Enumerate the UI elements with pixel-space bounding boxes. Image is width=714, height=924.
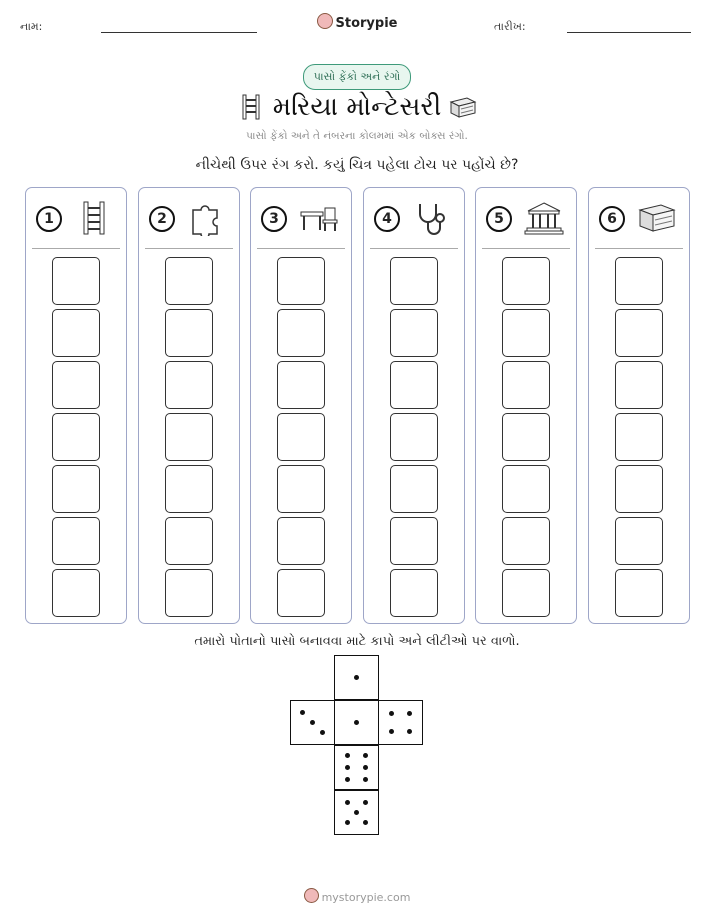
museum-building-icon [524,200,564,236]
color-box[interactable] [615,465,663,513]
column-number: 2 [149,206,175,232]
dice-pip [354,720,359,725]
color-box[interactable] [502,517,550,565]
color-box[interactable] [52,517,100,565]
activity-badge: પાસો ફેંકો અને રંગો [303,64,411,90]
color-box[interactable] [277,361,325,409]
cut-instruction: તમારો પોતાનો પાસો બનાવવા માટે કાપો અને લીટીઓ પર વાળો. [194,634,520,649]
color-box[interactable] [165,309,213,357]
storypie-logo-icon [304,888,319,903]
color-box[interactable] [615,517,663,565]
color-box[interactable] [165,569,213,617]
puzzle-piece-icon [187,200,227,236]
dice-pip [363,800,368,805]
dice-pip [310,720,315,725]
column-5 [475,187,577,624]
dice-pip [389,711,394,716]
color-box[interactable] [52,257,100,305]
name-field-line[interactable] [101,32,257,33]
color-box[interactable] [390,361,438,409]
column-6 [588,187,690,624]
name-label: નામ: [20,20,43,33]
dice-pip [345,777,350,782]
dice-pip [354,810,359,815]
dice-pip [300,710,305,715]
color-box[interactable] [165,517,213,565]
stethoscope-icon [412,200,452,236]
color-box[interactable] [615,309,663,357]
color-box[interactable] [502,257,550,305]
color-box[interactable] [390,569,438,617]
color-box[interactable] [277,569,325,617]
footer [0,888,714,904]
dice-pip [407,711,412,716]
color-box[interactable] [390,465,438,513]
column-2 [138,187,240,624]
page-title: મરિયા મોન્ટેસરી [272,92,442,122]
color-box[interactable] [277,413,325,461]
column-divider [32,248,120,249]
dice-face-1 [334,700,379,745]
column-divider [370,248,458,249]
color-box[interactable] [52,569,100,617]
color-box[interactable] [615,257,663,305]
color-box[interactable] [165,257,213,305]
column-number: 5 [486,206,512,232]
column-number: 4 [374,206,400,232]
dice-face-4 [378,700,423,745]
wooden-block-icon [637,200,677,236]
dice-pip [345,753,350,758]
color-box[interactable] [502,309,550,357]
color-box[interactable] [277,257,325,305]
column-divider [595,248,683,249]
column-1 [25,187,127,624]
storypie-logo-icon [317,13,333,29]
column-4 [363,187,465,624]
color-box[interactable] [390,517,438,565]
color-box[interactable] [502,465,550,513]
dice-pip [407,729,412,734]
brand-logo [0,13,714,31]
school-desk-icon [299,200,339,236]
column-number: 3 [261,206,287,232]
color-box[interactable] [52,361,100,409]
column-3 [250,187,352,624]
dice-pip [345,820,350,825]
wooden-block-icon [449,95,477,119]
ladder-icon [74,200,114,236]
color-box[interactable] [277,309,325,357]
dice-pip [363,820,368,825]
color-box[interactable] [502,413,550,461]
dice-face-1 [334,655,379,700]
date-field-line[interactable] [567,32,691,33]
color-box[interactable] [390,309,438,357]
dice-pip [354,675,359,680]
color-box[interactable] [52,465,100,513]
footer-url: mystorypie.com [321,891,411,904]
column-number: 1 [36,206,62,232]
dice-face-6 [334,745,379,790]
color-box[interactable] [615,569,663,617]
color-box[interactable] [52,309,100,357]
color-box[interactable] [277,465,325,513]
column-divider [145,248,233,249]
subtitle: પાસો ફેંકો અને તે નંબરના કોલમમાં એક બોક્સ રંગો. [246,130,468,142]
dice-pip [363,753,368,758]
color-box[interactable] [390,413,438,461]
dice-pip [363,765,368,770]
dice-pip [389,729,394,734]
instruction-text: નીચેથી ઉપર રંગ કરો. કયું ચિત્ર પહેલા ટોચ પર પહોંચે છે? [195,157,519,173]
dice-pip [320,730,325,735]
color-box[interactable] [502,361,550,409]
color-box[interactable] [390,257,438,305]
column-divider [257,248,345,249]
column-divider [482,248,570,249]
color-box[interactable] [277,517,325,565]
color-box[interactable] [165,465,213,513]
dice-face-3 [290,700,335,745]
dice-pip [363,777,368,782]
date-label: તારીખ: [494,20,526,33]
color-box[interactable] [165,413,213,461]
color-box[interactable] [165,361,213,409]
color-box[interactable] [52,413,100,461]
dice-pip [345,800,350,805]
color-box[interactable] [615,361,663,409]
color-box[interactable] [502,569,550,617]
brand-name: Storypie [335,16,398,31]
dice-face-5 [334,790,379,835]
dice-pip [345,765,350,770]
column-number: 6 [599,206,625,232]
color-box[interactable] [615,413,663,461]
